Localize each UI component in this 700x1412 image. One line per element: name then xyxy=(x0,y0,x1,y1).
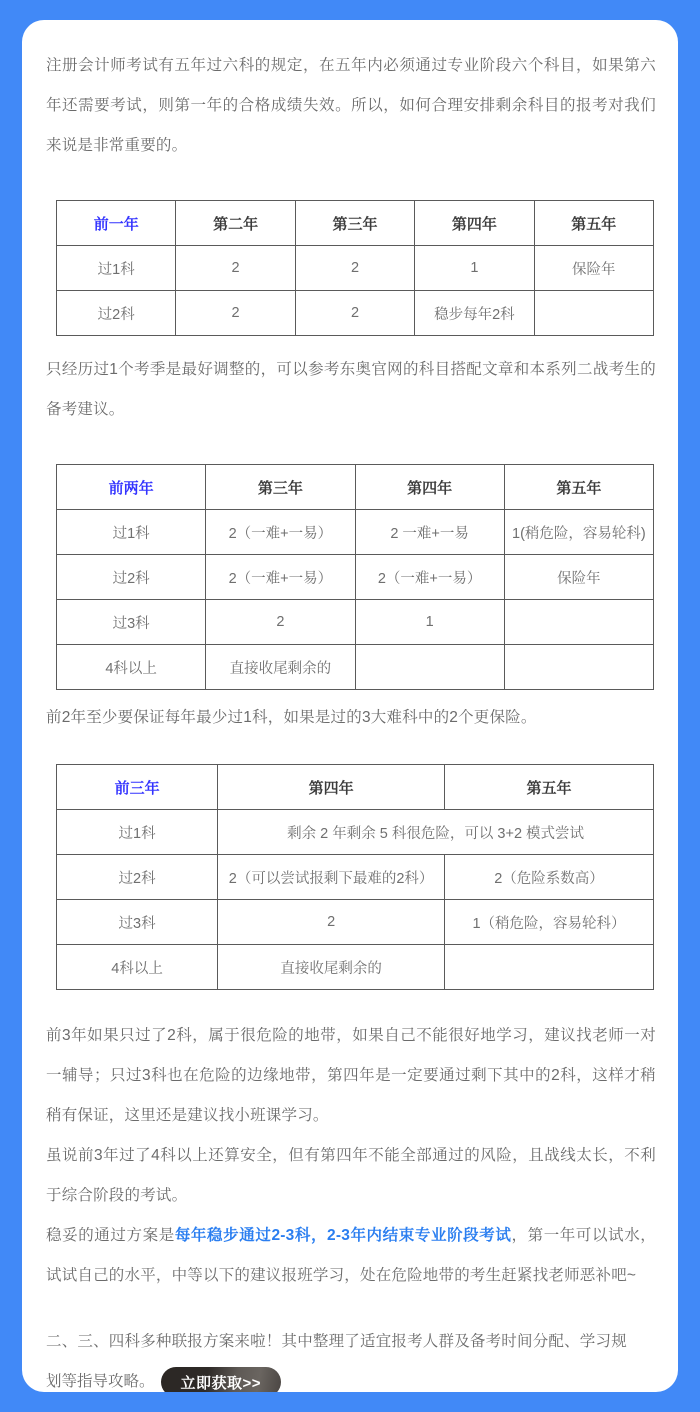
table3-r3-c1 xyxy=(445,945,654,990)
table2-r2-c1: 2 xyxy=(206,600,355,645)
table3-r0-label: 过1科 xyxy=(57,810,218,855)
closing-paragraph-3 xyxy=(46,1216,656,1296)
table1-r0-c1: 2 xyxy=(176,246,295,291)
table3-header-cell-0: 前三年 xyxy=(57,765,218,810)
article-body xyxy=(22,20,678,1392)
table1-r1-c4 xyxy=(534,291,653,336)
closing-paragraph-2: 虽说前3年过了4科以上还算安全，但有第四年不能全部通过的风险，且战线太长，不利于综合阶段的考试。 xyxy=(46,1147,656,1204)
table1-r1-c1: 2 xyxy=(176,291,295,336)
table-two-year-plan xyxy=(56,464,654,690)
spacer xyxy=(46,430,656,464)
table1-r0-c3: 1 xyxy=(415,246,534,291)
cta-row xyxy=(46,1362,656,1392)
note-one-season: 只经历过1个考季是最好调整的，可以参考东奥官网的科目搭配文章和本系列二战考生的备考建议。 xyxy=(46,361,656,418)
table-row xyxy=(57,246,654,291)
table2-r0-c0: 过1科 xyxy=(57,510,206,555)
table2-r3-c0: 4科以上 xyxy=(57,645,206,690)
table-three-year-plan xyxy=(56,764,654,990)
table2-r3-c1: 直接收尾剩余的 xyxy=(206,645,355,690)
table2-r2-c2: 1 xyxy=(355,600,504,645)
table3-r1-label: 过2科 xyxy=(57,855,218,900)
table-row xyxy=(57,945,654,990)
table3-r2-label: 过3科 xyxy=(57,900,218,945)
spacer xyxy=(46,738,656,764)
spacer xyxy=(46,1296,656,1322)
table1-header-cell-1: 第二年 xyxy=(176,201,295,246)
table2-header-cell-0: 前两年 xyxy=(57,465,206,510)
closing-highlight: 每年稳步通过2-3科，2-3年内结束专业阶段考试 xyxy=(174,1227,512,1244)
table3-r3-c0: 直接收尾剩余的 xyxy=(218,945,445,990)
table2-r0-c3: 1(稍危险，容易轮科) xyxy=(504,510,653,555)
get-now-button[interactable]: 立即获取>> xyxy=(161,1367,282,1392)
table1-header-cell-2: 第三年 xyxy=(295,201,414,246)
closing-prefix: 稳妥的通过方案是 xyxy=(46,1227,175,1244)
table2-r2-c0: 过3科 xyxy=(57,600,206,645)
table-row xyxy=(57,855,654,900)
table-first-year-plan xyxy=(56,200,654,336)
table2-r1-c0: 过2科 xyxy=(57,555,206,600)
table3-r2-c1: 1（稍危险，容易轮科） xyxy=(445,900,654,945)
table2-r0-c2: 2 一难+一易 xyxy=(355,510,504,555)
table2-header-cell-2: 第四年 xyxy=(355,465,504,510)
table1-r1-c0: 过2科 xyxy=(57,291,176,336)
spacer xyxy=(46,990,656,1016)
table-row xyxy=(57,645,654,690)
table2-r1-c1: 2（一难+一易） xyxy=(206,555,355,600)
table2-header-cell-3: 第五年 xyxy=(504,465,653,510)
intro-paragraph: 注册会计师考试有五年过六科的规定，在五年内必须通过专业阶段六个科目，如果第六年还需要考试，则第一年的合格成绩失效。所以，如何合理安排剩余科目的报考对我们来说是非常重要的。 xyxy=(46,57,656,154)
table-row xyxy=(57,510,654,555)
table2-r1-c3: 保险年 xyxy=(504,555,653,600)
table-header-row xyxy=(57,201,654,246)
note-two-year: 前2年至少要保证每年最少过1科，如果是过的3大难科中的2个更保险。 xyxy=(46,709,537,726)
table3-header-cell-2: 第五年 xyxy=(445,765,654,810)
table-row xyxy=(57,555,654,600)
cta-text-line1: 二、三、四科多种联报方案来啦！其中整理了适宜报考人群及备考时间分配、学习规 xyxy=(46,1333,627,1350)
table2-header-cell-1: 第三年 xyxy=(206,465,355,510)
content-card xyxy=(22,20,678,1392)
table1-header-cell-4: 第五年 xyxy=(534,201,653,246)
table1-header-cell-0: 前一年 xyxy=(57,201,176,246)
spacer xyxy=(46,336,656,350)
table-row xyxy=(57,900,654,945)
spacer xyxy=(46,690,656,698)
table3-r3-label: 4科以上 xyxy=(57,945,218,990)
table3-r2-c0: 2 xyxy=(218,900,445,945)
table2-r2-c3 xyxy=(504,600,653,645)
table1-r0-c4: 保险年 xyxy=(534,246,653,291)
table1-r0-c0: 过1科 xyxy=(57,246,176,291)
table3-header-cell-1: 第四年 xyxy=(218,765,445,810)
closing-suffix: ，第一年可以试水，试试自己的水平，中等以下的建议报班学习，处在危险地带的考生赶紧找老师恶补吧~ xyxy=(46,1227,657,1284)
table-header-row xyxy=(57,765,654,810)
table-row xyxy=(57,600,654,645)
table-row xyxy=(57,291,654,336)
table1-r1-c3: 稳步每年2科 xyxy=(415,291,534,336)
table3-r1-c1: 2（危险系数高） xyxy=(445,855,654,900)
table2-r3-c3 xyxy=(504,645,653,690)
table1-r1-c2: 2 xyxy=(295,291,414,336)
table1-r0-c2: 2 xyxy=(295,246,414,291)
table2-r3-c2 xyxy=(355,645,504,690)
closing-paragraph-1: 前3年如果只过了2科，属于很危险的地带，如果自己不能很好地学习，建议找老师一对一辅导；只过3科也在危险的边缘地带，第四年是一定要通过剩下其中的2科，这样才稍稍有保证，这里还是建议找小班课学习。 xyxy=(46,1027,656,1124)
table2-r0-c1: 2（一难+一易） xyxy=(206,510,355,555)
cta-text-line2: 划等指导攻略。 xyxy=(46,1373,155,1390)
table-row xyxy=(57,810,654,855)
table1-header-cell-3: 第四年 xyxy=(415,201,534,246)
table2-r1-c2: 2（一难+一易） xyxy=(355,555,504,600)
table3-r1-c0: 2（可以尝试报剩下最难的2科） xyxy=(218,855,445,900)
table3-r0-merged: 剩余 2 年剩余 5 科很危险，可以 3+2 模式尝试 xyxy=(218,810,654,855)
spacer xyxy=(46,166,656,200)
table-header-row xyxy=(57,465,654,510)
